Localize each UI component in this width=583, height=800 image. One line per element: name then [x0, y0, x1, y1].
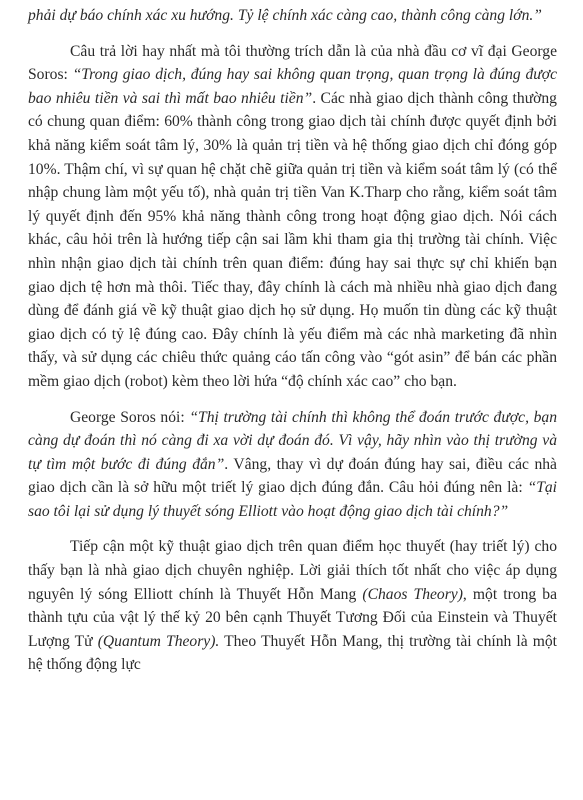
text-run: Theo Thuyết Hỗn Mang, thị trường tài chính là một hệ thống động lực: [28, 632, 557, 674]
paragraph-soros-quote: [28, 406, 557, 524]
paragraph-chaos-theory: [28, 535, 557, 677]
text-run: . Các nhà giao dịch thành công thường có chung quan điểm: 60% thành công trong giao dịch tài chính được quyết định bởi khả năng kiểm soát tâm lý, 30% là quản trị tiền và hệ thống giao dịch chỉ đóng góp 10%. Thậm chí, vì sự quan hệ chặt chẽ giữa quản trị tiền và kiểm soát tâm lý (có thể nhập chung làm một yếu tố), nhà quản trị tiền Van K.Tharp cho rằng, kiểm soát tâm lý quyết định đến 95% khả năng thành công trong hoạt động giao dịch. Nói cách khác, câu hỏi trên là hướng tiếp cận sai lầm khi tham gia thị trường tài chính. Việc nhìn nhận giao dịch tài chính trên quan điểm: đúng hay sai thực sự chỉ khiến bạn giao dịch tệ hơn mà thôi. Tiếc thay, đây chính là cách mà nhiều nhà giao dịch đang dùng để đánh giá về kỹ thuật giao dịch họ sử dụng. Họ muốn tin dùng các kỹ thuật giao dịch có tỷ lệ đúng cao. Đây chính là yếu điểm mà các nhà marketing đã nhìn thấy, và sử dụng các chiêu thức quảng cáo tấn công vào “gót asin” để bán các phần mềm giao dịch (robot) kèm theo lời hứa “độ chính xác cao” cho bạn.: [28, 89, 557, 390]
text-run: George Soros nói:: [70, 408, 190, 426]
text-run-italic: “Tại sao tôi lại sử dụng lý thuyết sóng Elliott vào hoạt động giao dịch tài chính?”: [28, 479, 557, 520]
text-run: , một trong ba thành tựu của vật lý thế kỷ 20 bên cạnh Thuyết Tương Đối của Einstein và Thuyết Lượng Tử: [28, 585, 557, 650]
text-run: phải dự báo chính xác xu hướng. Tỷ lệ chính xác càng cao, thành công càng lớn.”: [28, 7, 542, 24]
text-run: Câu trả lời hay nhất mà tôi thường trích dẫn là của nhà đầu cơ vĩ đại George Soros:: [28, 42, 557, 84]
paragraph-soros-answer: [28, 40, 557, 394]
text-run: . Vâng, thay vì dự đoán đúng hay sai, điều các nhà giao dịch cần là sở hữu một triết lý giao dịch đúng đắn. Câu hỏi đúng nên là:: [28, 455, 557, 497]
text-run-italic: (Chaos Theory): [362, 585, 463, 603]
paragraph-quote-end: [28, 4, 557, 28]
text-run: Tiếp cận một kỹ thuật giao dịch trên quan điểm học thuyết (hay triết lý) cho thấy bạn là nhà giao dịch chuyên nghiệp. Lời giải thích tốt nhất cho việc áp dụng nguyên lý sóng Elliott chính là Thuyết Hỗn Mang: [28, 538, 557, 603]
text-run-italic: “Trong giao dịch, đúng hay sai không quan trọng, quan trọng là đúng được bao nhiêu tiền và sai thì mất bao nhiêu tiền”: [28, 66, 557, 107]
text-run-italic: (Quantum Theory).: [97, 632, 220, 650]
text-run-italic: “Thị trường tài chính thì không thể đoán trước được, bạn càng dự đoán thì nó càng đi xa vời dự đoán đó. Vì vậy, hãy nhìn vào thị trường và tự tìm một bước đi đúng đắn”: [28, 408, 557, 473]
